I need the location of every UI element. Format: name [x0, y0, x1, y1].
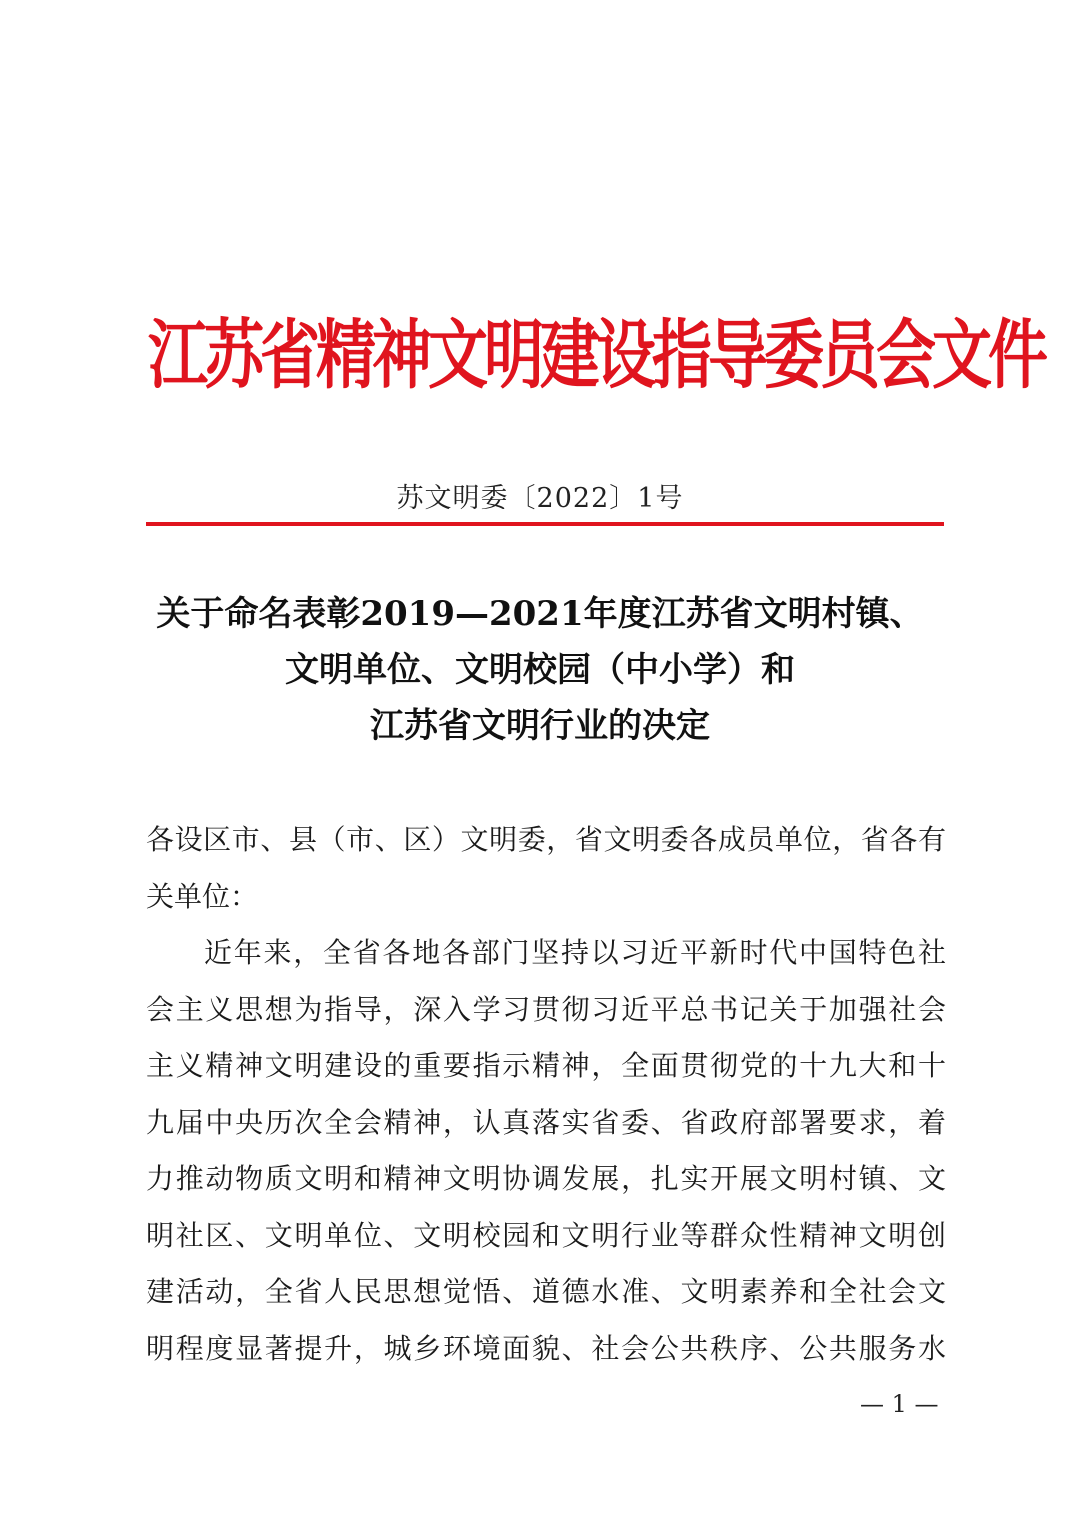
paragraph-line: 明社区、文明单位、文明校园和文明行业等群众性精神文明创: [146, 1218, 946, 1252]
paragraph-line: 建活动，全省人民思想觉悟、道德水准、文明素养和全社会文: [146, 1275, 946, 1308]
salutation-line: 各设区市、县（市、区）文明委，省文明委各成员单位，省各有: [146, 823, 946, 856]
salutation-line: 关单位：: [146, 879, 259, 913]
paragraph-line: 主义精神文明建设的重要指示精神，全面贯彻党的十九大和十: [146, 1049, 946, 1082]
paragraph-line: 力推动物质文明和精神文明协调发展，扎实开展文明村镇、文: [146, 1162, 946, 1195]
document-body: [146, 812, 946, 1377]
paragraph-line: 会主义思想为指导，深入学习贯彻习近平总书记关于加强社会: [146, 992, 946, 1026]
paragraph-line: 九届中央历次全会精神，认真落实省委、省政府部署要求，着: [146, 1105, 946, 1139]
title-line: 关于命名表彰2019—2021年度江苏省文明村镇、: [156, 594, 924, 634]
paragraph-line: 明程度显著提升，城乡环境面貌、社会公共秩序、公共服务水: [146, 1331, 946, 1365]
document-number: 苏文明委〔2022〕1号: [396, 483, 684, 514]
issuer-red-header: 江苏省精神文明建设指导委员会文件: [148, 312, 1044, 400]
document-title: [120, 586, 960, 754]
paragraph-line: 近年来，全省各地各部门坚持以习近平新时代中国特色社: [204, 936, 946, 969]
red-separator-line: [146, 522, 944, 526]
page-number: — 1 —: [860, 1390, 939, 1418]
title-line: 江苏省文明行业的决定: [370, 706, 710, 746]
title-line: 文明单位、文明校园（中小学）和: [285, 650, 795, 690]
